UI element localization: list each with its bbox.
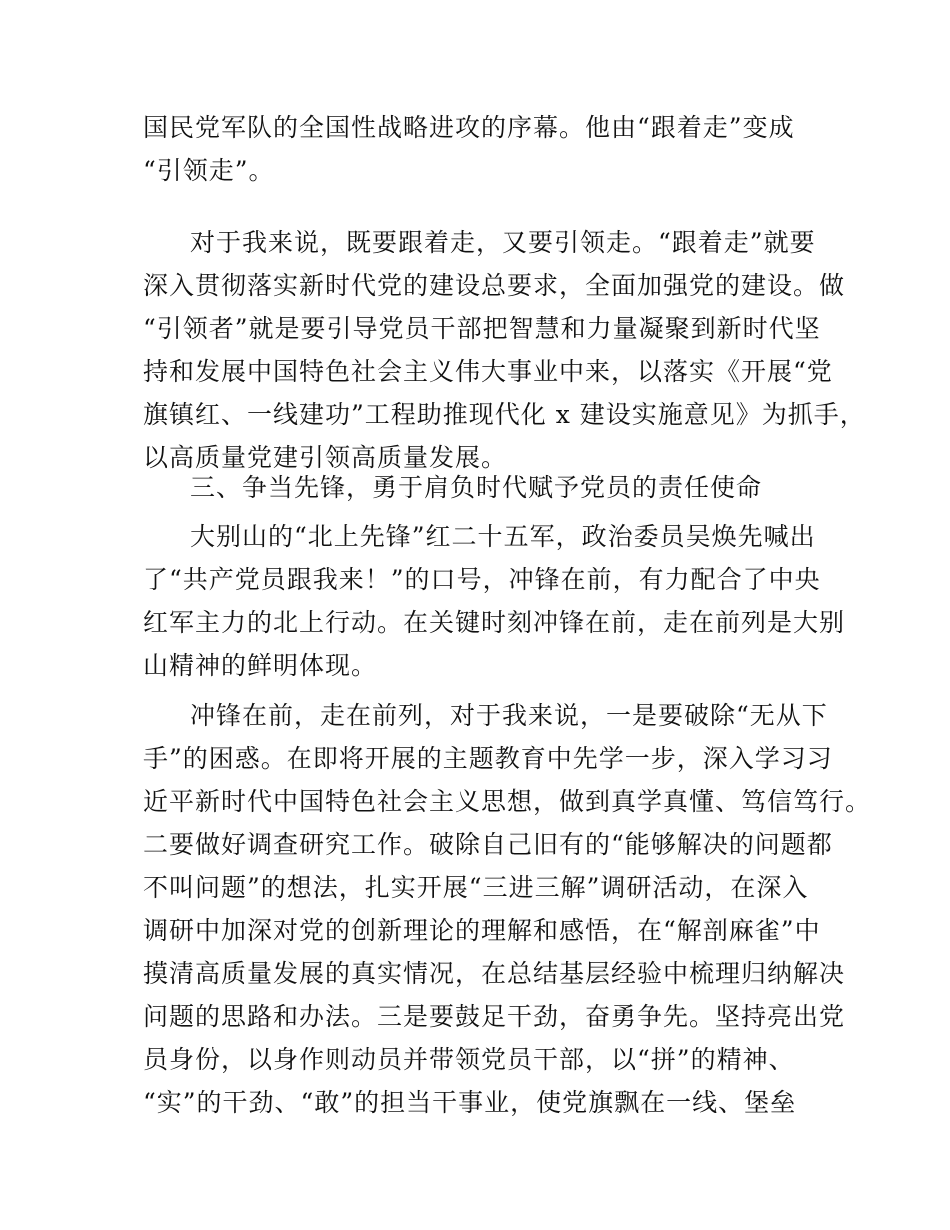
text-line-4: 深入贯彻落实新时代党的建设总要求，全面加强党的建设。做	[143, 271, 846, 300]
text-line-11: 了“共产党员跟我来！”的口号，冲锋在前，有力配合了中央	[143, 565, 821, 594]
text-line-21: 问题的思路和办法。三是要鼓足干劲，奋勇争先。坚持亮出党	[143, 1002, 846, 1031]
text-line-5: “引领者”就是要引导党员干部把智慧和力量凝聚到新时代坚	[143, 314, 821, 343]
text-line-12: 红军主力的北上行动。在关键时刻冲锋在前，走在前列是大别	[143, 608, 846, 637]
text-line-19: 调研中加深对党的创新理论的理解和感悟，在“解剖麻雀”中	[143, 916, 821, 945]
text-line-8: 以高质量党建引领高质量发展。	[143, 443, 508, 472]
text-line-20: 摸清高质量发展的真实情况，在总结基层经验中梳理归纳解决	[143, 959, 846, 988]
paragraph-line-10: 大别山的“北上先锋”红二十五军，政治委员吴焕先喊出	[190, 522, 816, 551]
text-line-23: “实”的干劲、“敢”的担当干事业，使党旗飘在一线、堡垒	[143, 1088, 797, 1117]
text-line-2: “引领走”。	[143, 156, 275, 185]
text-line-16: 近平新时代中国特色社会主义思想，做到真学真懂、笃信笃行。	[143, 787, 872, 816]
text-line-13: 山精神的鲜明体现。	[143, 651, 378, 680]
text-line-18: 不叫问题”的想法，扎实开展“三进三解”调研活动，在深入	[143, 873, 809, 902]
section-heading: 三、争当先锋，勇于肩负时代赋予党员的责任使命	[190, 473, 763, 502]
text-line-15: 手”的困惑。在即将开展的主题教育中先学一步，深入学习习	[143, 744, 833, 773]
text-line-1: 国民党军队的全国性战略进攻的序幕。他由“跟着走”变成	[143, 113, 795, 142]
paragraph-line-3: 对于我来说，既要跟着走，又要引领走。“跟着走”就要	[190, 228, 816, 257]
paragraph-line-14: 冲锋在前，走在前列，对于我来说，一是要破除“无从下	[190, 701, 828, 730]
text-line-22: 员身份，以身作则动员并带领党员干部，以“拼”的精神、	[143, 1045, 795, 1074]
text-line-7: 旗镇红、一线建功”工程助推现代化 x 建设实施意见》为抓手，	[143, 400, 866, 429]
text-line-6: 持和发展中国特色社会主义伟大事业中来，以落实《开展“党	[143, 357, 833, 386]
text-line-17: 二要做好调查研究工作。破除自己旧有的“能够解决的问题都	[143, 830, 833, 859]
